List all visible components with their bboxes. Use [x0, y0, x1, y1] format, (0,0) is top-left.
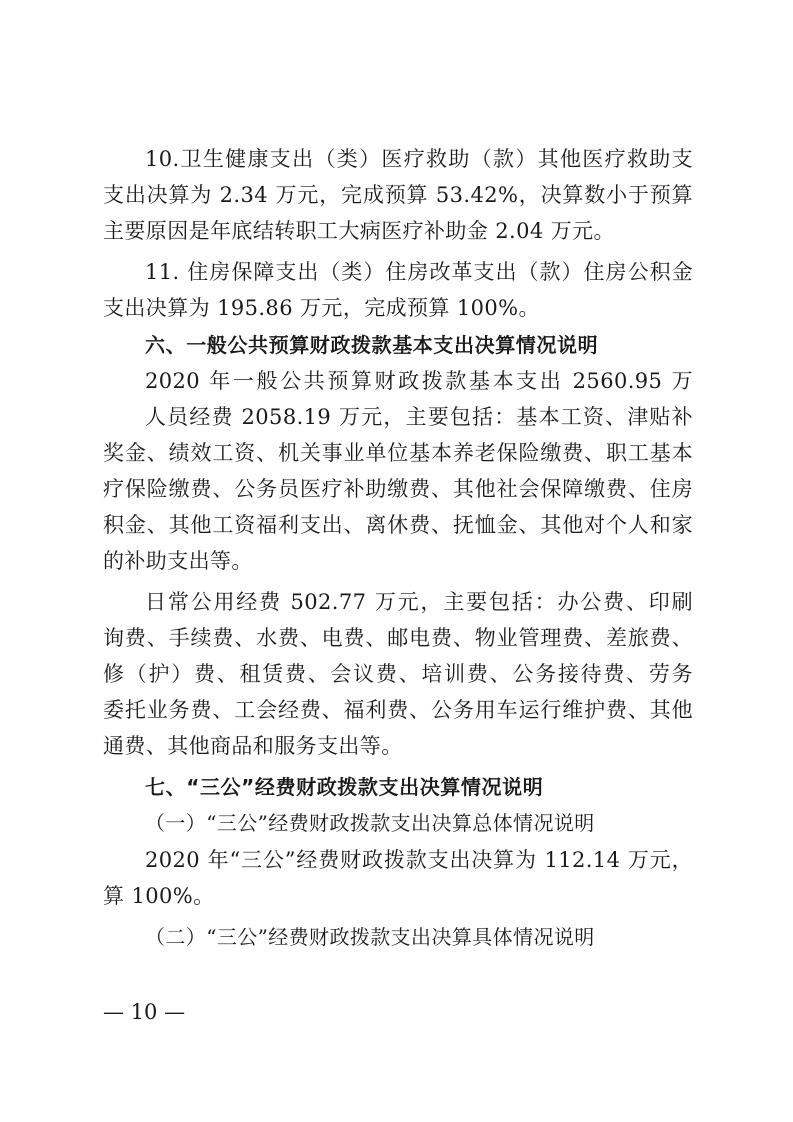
paragraph-line: 人员经费 2058.19 万元，主要包括：基本工资、津贴补 — [145, 405, 693, 429]
paragraph-line: 支出决算为 2.34 万元，完成预算 53.42%，决算数小于预算 — [103, 183, 693, 207]
paragraph-line: 修（护）费、租赁费、会议费、培训费、公务接待费、劳务 — [103, 662, 693, 686]
subsection-heading: （二）“三公”经费财政拨款支出决算具体情况说明 — [145, 925, 595, 949]
page-number: — 10 — — [103, 1000, 186, 1024]
paragraph-line: 算 100%。 — [103, 884, 215, 908]
paragraph-line: 支出决算为 195.86 万元，完成预算 100%。 — [103, 296, 540, 320]
paragraph-line: 2020 年一般公共预算财政拨款基本支出 2560.95 万 — [145, 369, 693, 393]
paragraph-line: 主要原因是年底结转职工大病医疗补助金 2.04 万元。 — [103, 219, 615, 243]
paragraph-line: 积金、其他工资福利支出、离休费、抚恤金、其他对个人和家 — [103, 513, 693, 537]
paragraph-line: 日常公用经费 502.77 万元，主要包括：办公费、印刷 — [145, 590, 693, 614]
paragraph-line: 的补助支出等。 — [103, 549, 253, 573]
paragraph-line: 询费、手续费、水费、电费、邮电费、物业管理费、差旅费、 — [103, 626, 693, 650]
paragraph-line: 2020 年“三公”经费财政拨款支出决算为 112.14 万元， — [145, 848, 693, 872]
paragraph-line: 奖金、绩效工资、机关事业单位基本养老保险缴费、职工基本 — [103, 441, 693, 465]
paragraph-line: 11. 住房保障支出（类）住房改革支出（款）住房公积金 — [145, 260, 693, 284]
section-heading: 六、一般公共预算财政拨款基本支出决算情况说明 — [145, 333, 599, 357]
paragraph-line: 通费、其他商品和服务支出等。 — [103, 734, 403, 758]
paragraph-line: 委托业务费、工会经费、福利费、公务用车运行维护费、其他 — [103, 698, 693, 722]
section-heading: 七、“三公”经费财政拨款支出决算情况说明 — [145, 775, 544, 799]
paragraph-line: 疗保险缴费、公务员医疗补助缴费、其他社会保障缴费、住房 — [103, 477, 693, 501]
paragraph-line: 10.卫生健康支出（类）医疗救助（款）其他医疗救助支 — [145, 147, 693, 171]
subsection-heading: （一）“三公”经费财政拨款支出决算总体情况说明 — [145, 811, 595, 835]
